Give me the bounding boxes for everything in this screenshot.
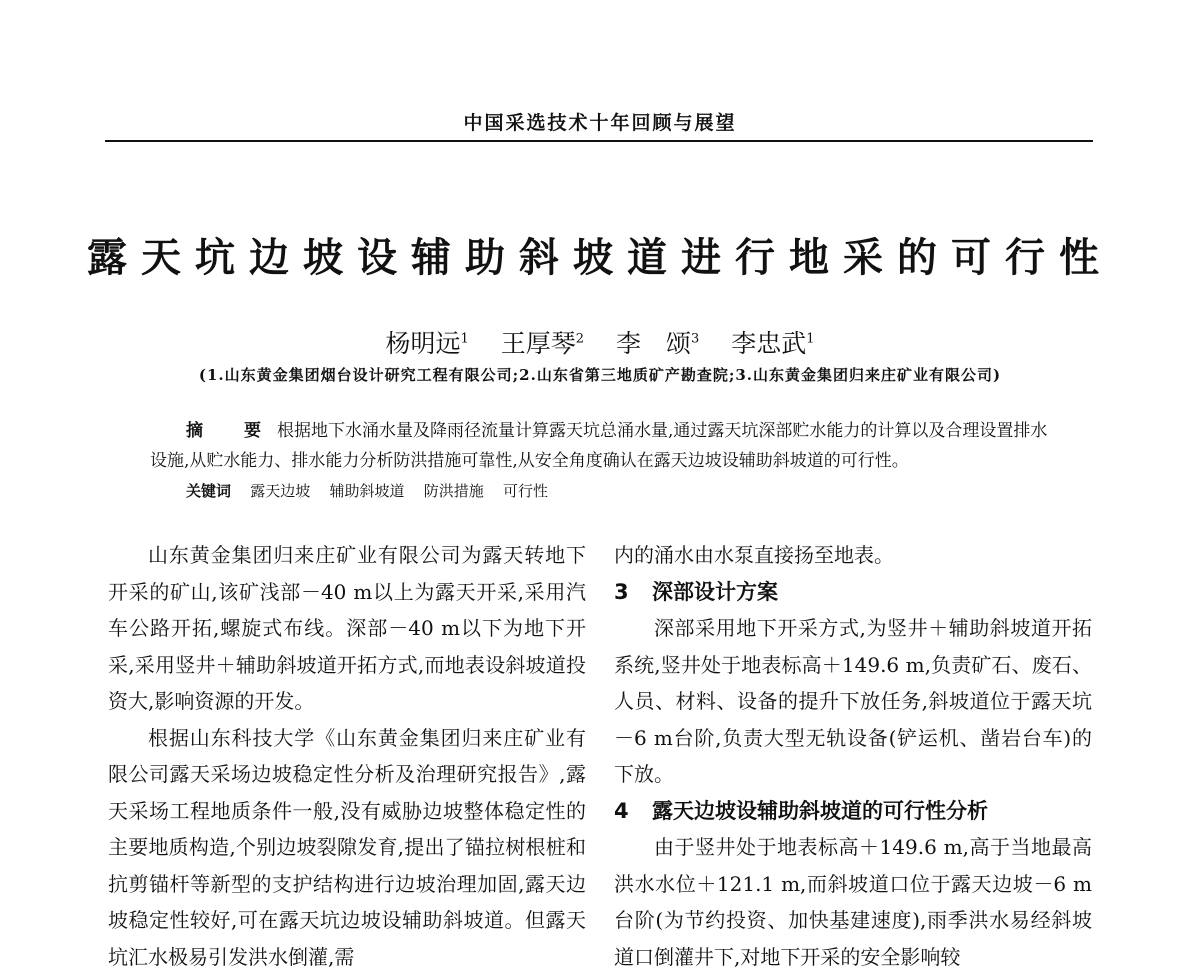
- abstract-label: 摘 要: [186, 421, 273, 441]
- body-paragraph: 根据山东科技大学《山东黄金集团归来庄矿业有限公司露天采场边坡稳定性分析及治理研究报告》,露天采场工程地质条件一般,没有威胁边坡整体稳定性的主要地质构造,个别边坡裂隙发育,提出了锚拉树根桩和抗剪锚杆等新型的支护结构进行边坡治理加固,露天边坡稳定性较好,可在露天坑边坡设辅助斜坡道。但露天坑汇水极易引发洪水倒灌,需: [108, 720, 586, 975]
- author-4: 李忠武$^1$: [731, 329, 814, 358]
- author-list: [0, 324, 1200, 360]
- keyword: 防洪措施: [424, 482, 484, 500]
- author-1: 杨明远$^1$: [385, 329, 468, 358]
- body-paragraph: 深部采用地下开采方式,为竖井＋辅助斜坡道开拓系统,竖井处于地表标高＋149.6 m,负责矿石、废石、人员、材料、设备的提升下放任务,斜坡道位于露天坑－6 m台阶,负责大型无轨设备(铲运机、凿岩台车)的下放。: [614, 610, 1092, 793]
- section-heading-4: [614, 793, 1092, 830]
- section-heading-3: [614, 574, 1092, 611]
- section-title: 露天边坡设辅助斜坡道的可行性分析: [652, 799, 988, 823]
- abstract-text: 根据地下水涌水量及降雨径流量计算露天坑总涌水量,通过露天坑深部贮水能力的计算以及合理设置排水设施,从贮水能力、排水能力分析防洪措施可靠性,从安全角度确认在露天边坡设辅助斜坡道的可行性。: [150, 421, 1047, 471]
- right-column: [614, 537, 1092, 975]
- keyword: 可行性: [503, 482, 548, 500]
- author-2: 王厚琴$^2$: [501, 329, 584, 358]
- abstract: [150, 416, 1050, 476]
- article-title: 露天坑边坡设辅助斜坡道进行地采的可行性: [0, 226, 1200, 283]
- keyword: 辅助斜坡道: [330, 482, 405, 500]
- body-paragraph: 内的涌水由水泵直接扬至地表。: [614, 537, 1092, 574]
- body-paragraph: 由于竖井处于地表标高＋149.6 m,高于当地最高洪水水位＋121.1 m,而斜坡道口位于露天边坡－6 m台阶(为节约投资、加快基建速度),雨季洪水易经斜坡道口倒灌井下,对地下开采的安全影响较: [614, 829, 1092, 975]
- section-title: 深部设计方案: [652, 580, 778, 604]
- author-3: 李 颂$^3$: [616, 329, 699, 358]
- left-column: [108, 537, 586, 975]
- section-number: 3: [614, 574, 652, 611]
- section-number: 4: [614, 793, 652, 830]
- keywords: [186, 480, 1046, 501]
- keyword: 露天边坡: [250, 482, 310, 500]
- affiliations: (1.山东黄金集团烟台设计研究工程有限公司;2.山东省第三地质矿产勘查院;3.山东黄金集团归来庄矿业有限公司): [0, 364, 1200, 385]
- header-rule: [105, 140, 1093, 142]
- body-paragraph: 山东黄金集团归来庄矿业有限公司为露天转地下开采的矿山,该矿浅部－40 m以上为露天开采,采用汽车公路开拓,螺旋式布线。深部－40 m以下为地下开采,采用竖井＋辅助斜坡道开拓方式,而地表设斜坡道投资大,影响资源的开发。: [108, 537, 586, 720]
- running-header: 中国采选技术十年回顾与展望: [0, 108, 1200, 135]
- keywords-label: 关键词: [186, 482, 231, 500]
